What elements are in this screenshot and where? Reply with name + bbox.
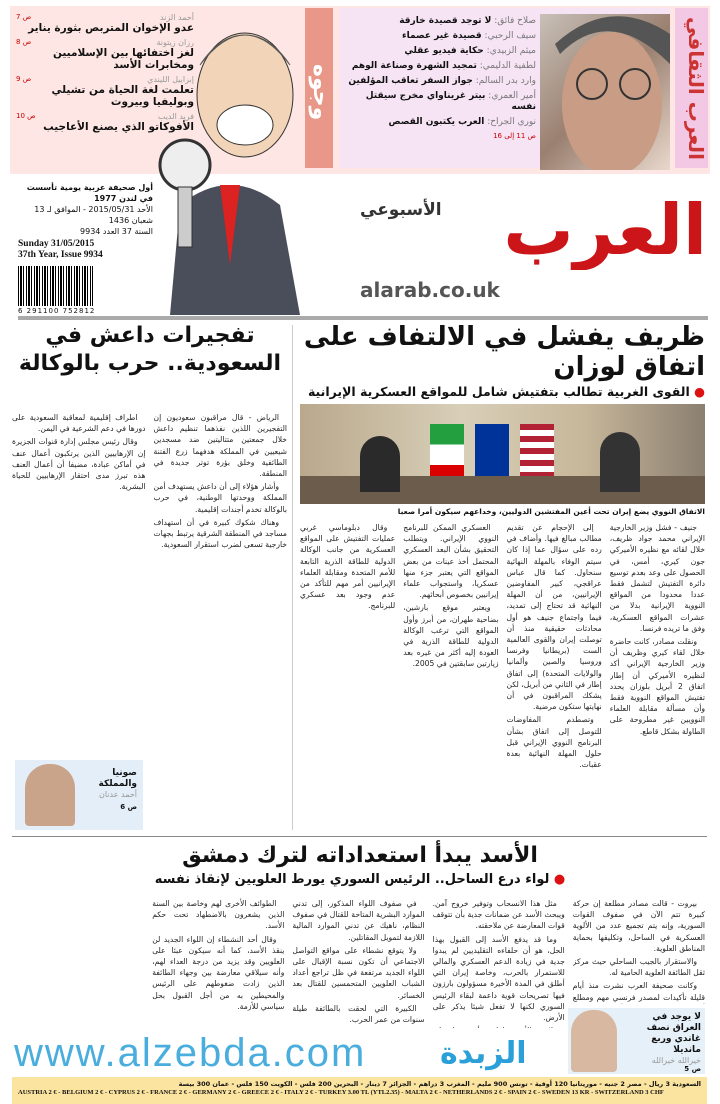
section-separator [12, 836, 707, 837]
faces-teasers [8, 8, 304, 168]
text-column [403, 522, 498, 832]
lead-body [300, 522, 705, 832]
text-column [610, 522, 705, 832]
culture-item[interactable] [346, 117, 536, 128]
side-headline: تفجيرات داعش في السعودية.. حرب بالوكالة [18, 323, 282, 376]
page-ref: ص 7 [16, 13, 32, 21]
paragraph: وأشار هؤلاء إلى أن داعش يستهدف أمن المملكة ووحدتها الوطنية، في حرب بالوكالة تخدم أجندات إقليمية. [153, 482, 287, 514]
side-body [12, 412, 287, 750]
paragraph: العسكري الممكن للبرنامج النووي الإيراني. ويتطلب التحقيق بشأن البعد العسكري المحتمل أخذ عينات من بعض المواقع التي يعتبر جزء منها عسكريا، واستجواب علماء إيرانيين بخصوص أبحاثهم. [403, 523, 499, 600]
paragraph: الرياض - قال مراقبون سعوديون إن التفجيرين اللذين نفذهما تنظيم داعش خلال جمعتين متتاليتين ضد مسجدين شيعيين في المملكة هدفهما زرع الفتنة الطائفية وخلق بؤرة توتر جديدة في المنطقة. [153, 413, 287, 479]
culture-item[interactable] [346, 31, 536, 42]
culture-author: وارد بدر السالم: [475, 76, 536, 86]
columnist-title: لا يوجد في العراق نصف غاندي وربع مانديلا [646, 1012, 701, 1055]
paragraph: وقال أحد النشطاء إن اللواء الجديد لن ينقذ الأسد، كما أنه سيكون عبئا على العلويين وقد يزيد من درجة العداء لهم، وأنه سيلاقي معارضة بين وجهاء الطائفة الذين زادت ضغوطهم على الرئيس والمحيطين به من أجل القبول بحل سياسي للأزمة. [152, 934, 285, 1011]
paragraph: مثل هذا الانسحاب وتوفير خروج آمن. ويبحث الأسد عن ضمانات جدية بأن تتوقف قوات المعارضة عن ملاحقته. [432, 899, 565, 931]
prices-en: AUSTRIA 2 € - BELGIUM 2 € - CYPRUS 2 € - FRANCE 2 € - GERMANY 2 € - GREECE 2 € - ITALY 2 € - TURKEY 3.00 TL (YTL2.35) - MALTA 2 € - NETHERLANDS 2 € - SPAIN 2 € - SWEDEN 13 KR - SWITZERLAND 3 CHF [18, 1089, 664, 1096]
text-column [12, 412, 146, 750]
price-band [12, 1077, 707, 1104]
faces-item-meta [16, 13, 194, 22]
columnist-box-sonia[interactable] [15, 760, 143, 830]
culture-title: بيتر غريناواي مخرج سيقتل نفسه [365, 91, 536, 112]
culture-supplement-logo: العرب الثقافي [675, 8, 708, 168]
barcode [18, 266, 93, 306]
page-ref: ص 8 [16, 37, 32, 46]
founded-line: أول صحيفة عربية يومية تأسست في لندن 1977 [26, 183, 153, 203]
columnist-photo [571, 1010, 617, 1072]
paragraph: إلى الإحجام عن تقديم مطالب مبالغ فيها. وأضاف في رده على سؤال عما إذا كان سيتم الوفاء بالمهلة النهائية سنحاول. كما قال عباس عراقجي، كبير المفاوضين الإيرانيين، من أن المهلة النهائية قد تحتاج إلى تمديد، فيما واجتماع جنيف هو أول محادثات حقيقية منذ أن توصلت إيران والقوى العالمية الست (بريطانيا وفرنسا وروسيا والصين وألمانيا والولايات المتحدة) إلى اتفاق إطار في الثاني من أبريل، لكن يشكك المراقبون في أن نهايتها ستكون مرضية. [506, 523, 602, 712]
columnist-name: أحمد عدنان [98, 790, 137, 799]
lead-headline: ظريف يفشل في الالتفاف على اتفاق لوزان [303, 322, 705, 382]
culture-title: لا توجد قصيدة خارقة [399, 16, 492, 26]
bullet-icon: ● [689, 384, 705, 399]
faces-author: رزان زيتونة [156, 37, 194, 47]
faces-item-title[interactable]: تعلمت لغة الحياة من تشيلي وبوليفيا وبيروت [51, 83, 194, 108]
edition-info [18, 182, 153, 261]
faces-author: أحمد الزند [159, 13, 194, 22]
paragraph: وتصطدم المفاوضات للتوصل إلى اتفاق بشأن البرنامج النووي الإيراني قبل حلول المهلة النهائية بعدة عقبات. [506, 715, 602, 770]
culture-item[interactable] [346, 61, 536, 72]
faces-item-title[interactable]: عدو الإخوان المتربص بثورة يناير [28, 22, 194, 34]
culture-author: صلاح فائق: [494, 16, 536, 26]
paragraph: ولا يتوقع نشطاء على مواقع التواصل الاجتماعي أن تكون نسبة الإقبال على اللواء الجديد مرتفعة في ظل تراجع أعداد الشباب العلويين المتحمسين للقتال بعد الخسائر. [292, 945, 425, 1000]
columnist-name: خيرالله خيرالله [651, 1056, 701, 1065]
faces-author: إبزابيل الليندي [147, 74, 194, 84]
assad-subhead-text: لواء درع الساحل.. الرئيس السوري يورط العلويين لإنقاذ نفسه [154, 872, 550, 887]
culture-item[interactable] [346, 91, 536, 113]
columnist-photo [25, 764, 75, 826]
text-column [433, 898, 565, 1028]
lead-photo-caption: الاتفاق النووي يضع إيران تحت أعين المفتشين الدوليين، وخداعهم سيكون أمرا صعبا [397, 507, 705, 516]
newspaper-logo: العرب [503, 190, 707, 270]
paragraph: ونقلت مصادر، كانت حاضرة خلال لقاء كيري وظريف أن وزير الخارجية الإيراني أكد لنظيره الأميركي أن إطار اتفاق 2 أبريل بلوزان يحدد تفتيش المواقع النووية فقط وأن مسألة مقابلة العلماء النوويين غير مطروحة على الطاولة بشكل قاطع. [609, 637, 705, 736]
faces-item-meta [16, 75, 194, 84]
site-url[interactable]: alarab.co.uk [360, 278, 500, 302]
faces-item-meta [16, 38, 194, 47]
culture-author: ميثم الزبيدي: [486, 46, 536, 56]
text-column [154, 412, 288, 750]
text-column [507, 522, 602, 832]
paragraph: وهناك شكوك كبيرة في أن استهداف مساجد في المنطقة الشرقية يرتبط بجهات خارجية تسعى لضرب استقرار السعودية. [153, 517, 287, 550]
culture-pages: ص 11 إلى 16 [493, 132, 536, 140]
faces-tab: وجوه [305, 8, 333, 168]
paragraph: الطوائف الأخرى لهم وخاصة بين السنة الذين يشعرون بالاضطهاد تحت حكم الأسد. [152, 899, 285, 931]
paragraph: وما قد يدفع الأسد إلى القبول بهذا الحل، هو أن حلفاءه التقليديين لم يبدوا جدية في زيادة الدعم العسكري والمالي للاستمرار بالحرب، وخاصة إيران التي أطلق في المدة الأخيرة مسؤولون بارزون فيها تصريحات قوية داعمة لبقاء الرئيس السوري لكنها لا تفعل شيئا يذكر على الأرض. [432, 934, 565, 1023]
paragraph: الكبيرة التي لحقت بالطائفة طيلة سنوات من عمر الحرب. [292, 1003, 425, 1025]
culture-author: نوري الجراح: [487, 117, 536, 127]
culture-item[interactable] [346, 76, 536, 87]
culture-author: لطفية الدليمي: [479, 61, 536, 71]
culture-title: تمجيد الشهرة وصناعة الوهم [351, 61, 477, 71]
page-ref: ص 9 [16, 74, 32, 83]
text-column [12, 898, 144, 1028]
culture-author: أمير العمري: [488, 91, 536, 101]
faces-author: فريد الديب [157, 111, 194, 121]
barcode-number: 6 291100 752812 [18, 307, 96, 315]
paragraph: بيروت - قالت مصادر مطلعة إن حركة كبيرة تتم الآن في صفوف القوات السورية، وإنه يتم تجميع عدد من الألوية العسكرية في الساحل، وتكليفها بحماية المناطق العلوية. [572, 899, 705, 953]
masthead-rule [18, 316, 708, 320]
paragraph: اطراف إقليمية لمعاقبة السعودية على دورها في دعم الشرعية في اليمن. [12, 413, 146, 434]
culture-item[interactable] [346, 46, 536, 57]
text-column [573, 898, 705, 1004]
prices-ar: السعودية 3 ريال - مصر 2 جنيه - موريتانيا 120 أوقية - تونس 900 مليم - المغرب 3 دراهم - الجزائر 7 دينار - البحرين 200 فلس - الكويت 150 فلس - عمان 300 بيسة [178, 1080, 701, 1088]
culture-title: حكاية فيديو عقلي [404, 46, 484, 56]
paragraph: وكانت صحيفة العرب نشرت منذ أيام قليلة تأكيدات لمصدر فرنسي مهم ومطلع [572, 981, 705, 1002]
columnist-page: ص 6 [120, 803, 137, 811]
paragraph: جنيف - فشل وزير الخارجية الإيراني محمد جواد ظريف، خلال لقائه مع نظيره الأميركي جون كيري، أمس، في الحصول على وعد بعدم توسيع دائرة التفتيش لتشمل فقط عددا محدودا من المواقع النووية الإيرانية بدلا من عشرات المواقع العسكرية، وفق ما تريده فرنسا. [609, 523, 705, 633]
text-column [152, 898, 284, 1028]
lead-subhead [300, 384, 705, 399]
columnist-title: صونيا والمملكة [98, 768, 137, 789]
watermark: www.alzebda.com [14, 1031, 367, 1075]
culture-title: جواز السفر تعاقب المؤلفين [348, 76, 473, 86]
columnist-box-khairallah[interactable] [568, 1008, 705, 1074]
assad-headline: الأسد يبدأ استعداداته لترك دمشق [182, 843, 538, 868]
date-ar: الأحد 2015/05/31 - الموافق لـ 13 شعبان 1436 [34, 205, 153, 225]
paragraph: والاستقرار بالجيب الساحلي حيث مركز ثقل الطائفة العلوية الحامية له. [572, 957, 705, 978]
columnist-page: ص 5 [684, 1065, 701, 1073]
culture-portrait-photo [540, 14, 670, 170]
text-column [300, 522, 395, 832]
paragraph: ويعتبر موقع بارشين، بضاحية طهران، من أبرز وأول المواقع التي ترغب الوكالة الدولية للطاقة الذرية في العودة إليه أكثر من غيره بعد زيارتين سابقتين في 2005. [403, 603, 499, 669]
page-ref: ص 10 [16, 111, 36, 120]
assad-subhead [150, 872, 570, 887]
bullet-icon: ● [549, 872, 566, 887]
culture-item[interactable] [346, 16, 536, 27]
paragraph: في صفوف اللواء المذكور، إلى تدني الموارد البشرية المتاحة للقتال في صفوف النظام، ناهيك عن تدني الموارد المالية اللازمة لتمويل المقاتلين. [292, 899, 425, 942]
paragraph: وقال رئيس مجلس إدارة قنوات الجزيرة إن الإرهابيين الذين يرتكبون أعمال عنف في أماكن عبادة، مضيفا أن أعمال العنف هذه تبرز مدى احتقار الإرهابيين للحياة البشرية. [12, 437, 146, 492]
lead-subhead-text: القوى الغربية تطالب بتفتيش شامل للمواقع العسكرية الإيرانية [307, 384, 690, 399]
watermark-logo: الزبدة [440, 1036, 527, 1071]
text-column [292, 898, 424, 1028]
culture-title: العرب يكتبون القصص [388, 117, 485, 127]
column-divider [292, 325, 293, 830]
issue-ar: السنة 37 العدد 9934 [80, 227, 153, 236]
faces-item-title[interactable]: الأفوكاتو الذي يصنع الأعاجيب [43, 120, 194, 133]
issue-en: 37th Year, Issue 9934 [18, 250, 103, 260]
culture-author: سيف الرحبي: [484, 31, 536, 41]
paragraph: وقال دبلوماسي غربي عمليات التفتيش على المواقع العسكرية من جانب الوكالة الدولية للطاقة الذرية التابعة للأمم المتحدة ومقابلة العلماء الإيرانيين أمر مهم للتأكد من عدم وجود بعد عسكري للبرنامج. [300, 523, 396, 611]
faces-item-title[interactable]: لغز اختفائها بين الإسلاميين ومخابرات الأسد [52, 46, 194, 71]
lead-photo [300, 404, 705, 504]
faces-item-meta [16, 112, 194, 121]
weekly-label: الأسبوعي [360, 200, 442, 220]
paragraph [433, 1025, 565, 1028]
date-en: Sunday 31/05/2015 [18, 239, 95, 249]
culture-title: قصيدة غير عصماء [401, 31, 482, 41]
